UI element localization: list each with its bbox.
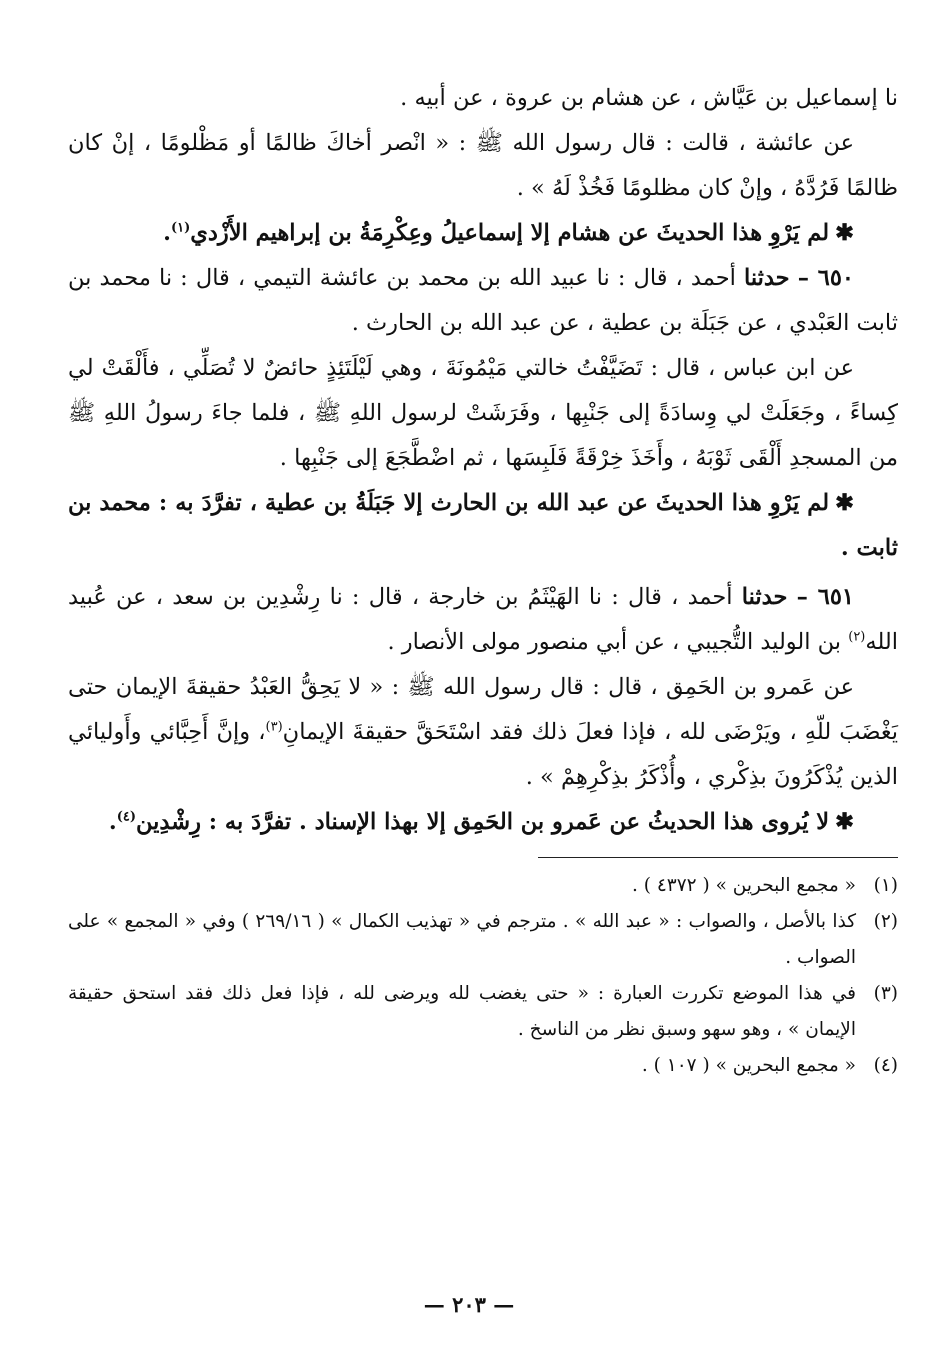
footnote-ref-1[interactable]: (١): [170, 220, 191, 236]
footnote-3: (٣) في هذا الموضع تكررت العبارة : « حتى يغضب لله ويرضى لله ، فإذا فعل ذلك فقد استحق حقيقة الإيمان » ، وهو سهو وسبق نظر من الناسخ .: [68, 983, 898, 1040]
haddathana-label: حدثنا: [743, 265, 790, 291]
footnotes: [68, 868, 898, 1084]
star-marker-icon: ✱: [835, 809, 854, 835]
star-marker-icon: ✱: [835, 220, 854, 246]
footnote-ref-3[interactable]: (٣): [265, 719, 283, 735]
footnote-divider: [538, 857, 898, 858]
hadith-number-651: ٦٥١ –: [796, 584, 854, 610]
paragraph-hadith-650-isnad: ٦٥٠ – حدثنا أحمد ، قال : نا عبيد الله بن محمد بن عائشة التيمي ، قال : نا محمد بن ثابت العَبْدي ، عن جَبَلَة بن عطية ، عن عبد الله بن الحارث .: [68, 265, 898, 336]
star-marker-icon: ✱: [835, 490, 854, 516]
paragraph-commentary-1: ✱لم يَرْوِ هذا الحديثَ عن هشام إلا إسماعيلُ وعِكْرِمَةُ بن إبراهيم الأَزْدي$^{(١)}$.: [163, 220, 854, 246]
paragraph-hadith-650-text: عن ابن عباس ، قال : تَضَيَّفْتُ خالتي مَيْمُونَةَ ، وهي لَيْلَتَئِذٍ حائضٌ لا تُصَلِّي ، فأَلْقَتْ لي كِساءً ، وجَعَلَتْ لي وِسادَةً إلى جَنْبِها ، وفَرَشَتْ لرسول اللهِ ﷺ ، فلما جاءَ رسولُ اللهِ ﷺ من المسجدِ أَلْقَى ثَوْبَهُ ، وأَخَذَ خِرْقَةً فَلَبِسَها ، ثم اضْطَّجَعَ إلى جَنْبِها .: [68, 355, 898, 471]
footnote-4: (٤) « مجمع البحرين » ( ١٠٧ ) .: [641, 1055, 898, 1076]
paragraph-hadith-651-isnad: ٦٥١ – حدثنا أحمد ، قال : نا الهَيْثَمُ بن خارجة ، قال : نا رِشْدِين بن سعد ، عن عُبيد الله$^{(٢)}$ بن الوليد التُّجيبي ، عن أبي منصور مولى الأنصار .: [68, 584, 898, 655]
footnote-2: (٢) كذا بالأصل ، والصواب : « عبد الله » . مترجم في « تهذيب الكمال » ( ٢٦٩/١٦ ) وفي « المجمع » على الصواب .: [68, 911, 898, 968]
footnote-ref-4[interactable]: (٤): [116, 809, 137, 825]
paragraph-hadith-651-text: عن عَمرو بن الحَمِق ، قال : قال رسول الله ﷺ : « لا يَحِقُّ العَبْدُ حقيقةَ الإيمان حتى يَغْضَبَ للّهِ ، ويَرْضَى لله ، فإذا فعلَ ذلك فقد اسْتَحَقَّ حقيقةَ الإيمانِ$^{(٣)}$، وإنَّ أَحِبَّائي وأَوليائي الذين يُذْكَرُونَ بذِكْري ، وأُذْكَرُ بذِكْرِهِمْ » .: [68, 674, 898, 790]
hadith-number-650: ٦٥٠ –: [797, 265, 854, 291]
paragraph-commentary-2: ✱لم يَرْوِ هذا الحديثَ عن عبد الله بن الحارث إلا جَبَلَةُ بن عطية ، تفرَّدَ به : محمد بن ثابت .: [68, 490, 898, 561]
footnote-ref-2[interactable]: (٢): [848, 629, 866, 645]
footnote-1: (١) « مجمع البحرين » ( ٤٣٧٢ ) .: [631, 875, 898, 896]
paragraph-isnad-1: نا إسماعيل بن عَيَّاش ، عن هشام بن عروة ، عن أبيه .: [400, 85, 898, 111]
page-number: — ٢٠٣ —: [423, 1292, 515, 1317]
paragraph-hadith-aisha: عن عائشة ، قالت : قال رسول الله ﷺ : « انْصر أخاكَ ظالمًا أو مَظْلومًا ، إنْ كان ظالمًا فَرُدَّهُ ، وإنْ كان مظلومًا فَخُذْ لَهُ » .: [68, 130, 898, 201]
paragraph-commentary-3: ✱لا يُروى هذا الحديثُ عن عَمرو بن الحَمِق إلا بهذا الإسناد . تفرَّدَ به : رِشْدِين$^{(٤)}$.: [108, 809, 854, 835]
haddathana-label: حدثنا: [741, 584, 788, 610]
